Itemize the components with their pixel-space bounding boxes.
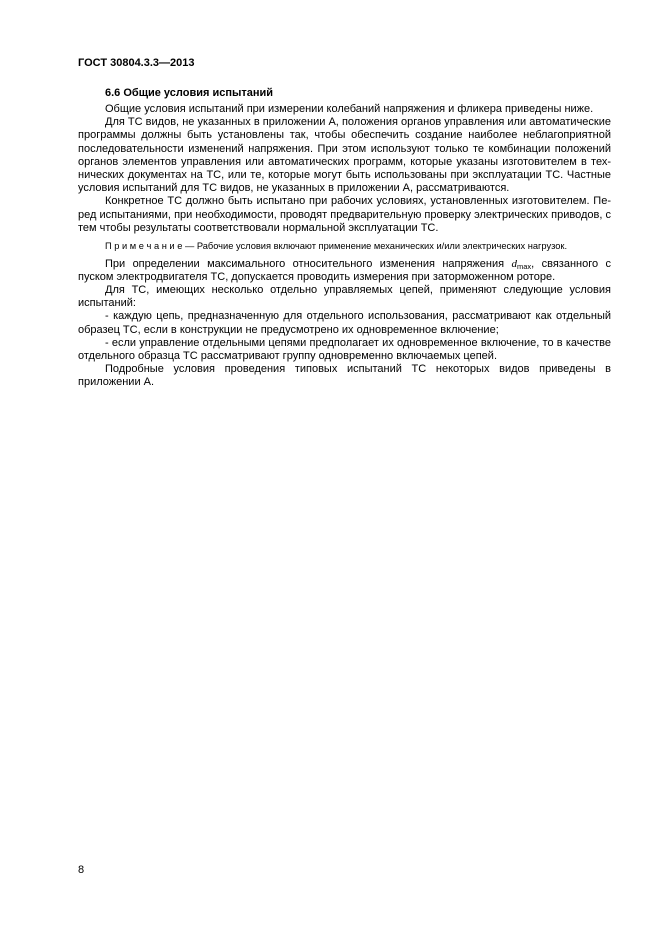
document-code: ГОСТ 30804.3.3—2013 — [78, 57, 195, 69]
paragraph-dmax-text-after: , связанного с пуском электродвигателя ТС, допускается проводить измерения при заторможенном роторе. — [78, 257, 611, 283]
paragraph-dmax — [78, 258, 611, 284]
bullet-separate-circuit: - каждую цепь, предназначенную для отдельного использования, рассматривают как отдельный образец ТС, если в конструкции не предусмотрено их одновременное включение; — [78, 310, 611, 336]
dmax-symbol-letter: d — [511, 257, 517, 270]
dmax-symbol — [511, 258, 531, 270]
paragraph-multi-circuits: Для ТС, имеющих несколько отдельно управляемых цепей, применяют следующие условия испытаний: — [78, 283, 611, 310]
paragraph-intro: Общие условия испытаний при измерении колебаний напряжения и фликера приведены ниже. — [105, 103, 594, 115]
paragraph-dmax-text-before: При определении максимального относительного изменения напряжения — [105, 257, 512, 270]
bullet-simultaneous-circuits: - если управление отдельными цепями предполагает их одновременное включение, то в качестве отдельного образца ТС рассматривают группу одновременно включаемых цепей. — [78, 336, 611, 362]
paragraph-unlisted-ts: Для ТС видов, не указанных в приложении А, положения органов управления или автоматические программы должны быть установлены так, чтобы обеспечить создание наиболее неблагоприятной последовательности изменений напряжения. При этом используют только те комбинации положений органов элементов управления или автоматических программ, которые указаны изготовителем в технических документах на ТС, или те, которые могут быть использованы при эксплуатации ТС. Частные условия испытаний для ТС видов, не указанных в приложении А, рассматриваются. — [78, 116, 611, 195]
paragraph-specific-ts: Конкретное ТС должно быть испытано при рабочих условиях, установленных изготовителем. Перед испытаниями, при необходимости, проводят предварительную проверку электрических приводов, с тем чтобы результаты соответствовали нормальной эксплуатации ТС. — [78, 195, 611, 234]
paragraph-detailed-conditions: Подробные условия проведения типовых испытаний ТС некоторых видов приведены в приложении А. — [78, 363, 611, 389]
section-title: 6.6 Общие условия испытаний — [105, 87, 274, 99]
note-operating-conditions: П р и м е ч а н и е — Рабочие условия включают применение механических и/или электрических нагрузок. — [105, 241, 568, 252]
dmax-symbol-subscript: max — [516, 261, 532, 271]
page-number: 8 — [78, 864, 85, 876]
document-content — [78, 57, 611, 390]
